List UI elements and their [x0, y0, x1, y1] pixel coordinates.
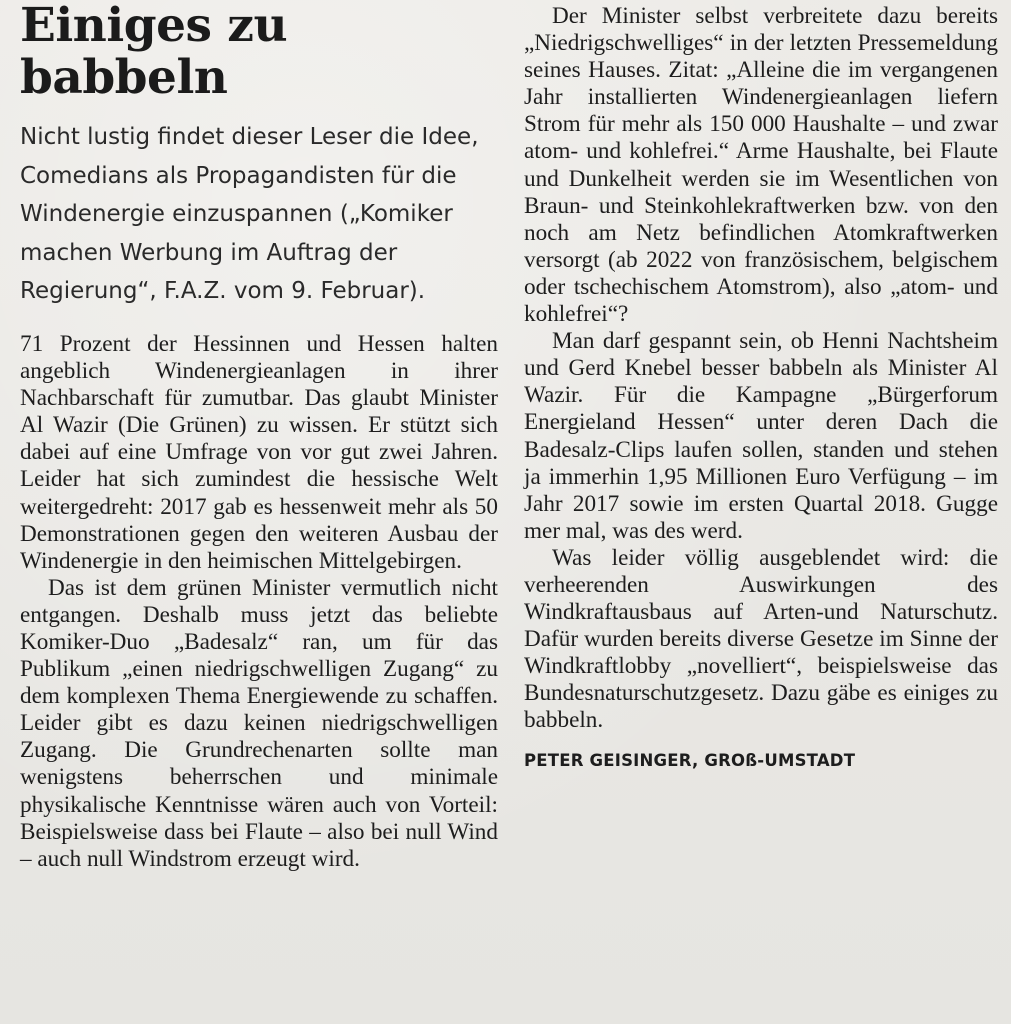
left-body	[20, 331, 498, 873]
paragraph-4: Man darf gespannt sein, ob Henni Nachtsheim und Gerd Knebel besser babbeln als Minister Al Wazir. Für die Kampagne „Bürgerforum Energieland Hessen“ unter deren Dach die Badesalz-Clips laufen sollen, standen und stehen ja immerhin 1,95 Millionen Euro Verfügung – im Jahr 2017 sowie im ersten Quartal 2018. Gugge mer mal, was des werd.	[524, 328, 998, 544]
article-teaser: Nicht lustig findet dieser Leser die Idee, Comedians als Propagandisten für die Windenergie einzuspannen („Komiker machen Werbung im Auftrag der Regierung“, F.A.Z. vom 9. Februar).	[20, 124, 479, 305]
article-headline: Einiges zu babbeln	[20, 0, 288, 105]
author-signature: PETER GEISINGER, GROß-UMSTADT	[524, 750, 856, 770]
right-body	[524, 3, 998, 735]
right-column	[524, 0, 998, 770]
paragraph-2: Das ist dem grünen Minister vermutlich nicht entgangen. Deshalb muss jetzt das beliebte Komiker-Duo „Badesalz“ ran, um für das Publikum „einen niedrigschwelligen Zugang“ zu dem komplexen Thema Energiewende zu schaffen. Leider gibt es dazu keinen niedrigschwelligen Zugang. Die Grundrechenarten sollte man wenigstens beherrschen und minimale physikalische Kenntnisse wären auch von Vorteil: Beispielsweise dass bei Flaute – also bei null Wind – auch null Windstrom erzeugt wird.	[20, 574, 498, 872]
paragraph-1: 71 Prozent der Hessinnen und Hessen halten angeblich Windenergieanlagen in ihrer Nachbarschaft für zumutbar. Das glaubt Minister Al Wazir (Die Grünen) zu wissen. Er stützt sich dabei auf eine Umfrage von vor gut zwei Jahren. Leider hat sich zumindest die hessische Welt weitergedreht: 2017 gab es hessenweit mehr als 50 Demonstrationen gegen den weiteren Ausbau der Windenergie in den heimischen Mittelgebirgen.	[20, 330, 498, 574]
paragraph-5: Was leider völlig ausgeblendet wird: die verheerenden Auswirkungen des Windkraftausbaus auf Arten-und Naturschutz. Dafür wurden bereits diverse Gesetze im Sinne der Windkraftlobby „novelliert“, beispielsweise das Bundesnaturschutzgesetz. Dazu gäbe es einiges zu babbeln.	[524, 544, 998, 734]
left-column	[20, 0, 498, 873]
paragraph-3: Der Minister selbst verbreitete dazu bereits „Niedrigschwelliges“ in der letzten Pressemeldung seines Hauses. Zitat: „Alleine die im vergangenen Jahr installierten Windenergieanlagen liefern Strom für mehr als 150 000 Haushalte – und zwar atom- und kohlefrei.“ Arme Haushalte, bei Flaute und Dunkelheit werden sie im Wesentlichen von Braun- und Steinkohlekraftwerken bzw. von den noch am Netz befindlichen Atomkraftwerken versorgt (ab 2022 von französischem, belgischem oder tschechischem Atomstrom), also „atom- und kohlefrei“?	[524, 3, 998, 328]
